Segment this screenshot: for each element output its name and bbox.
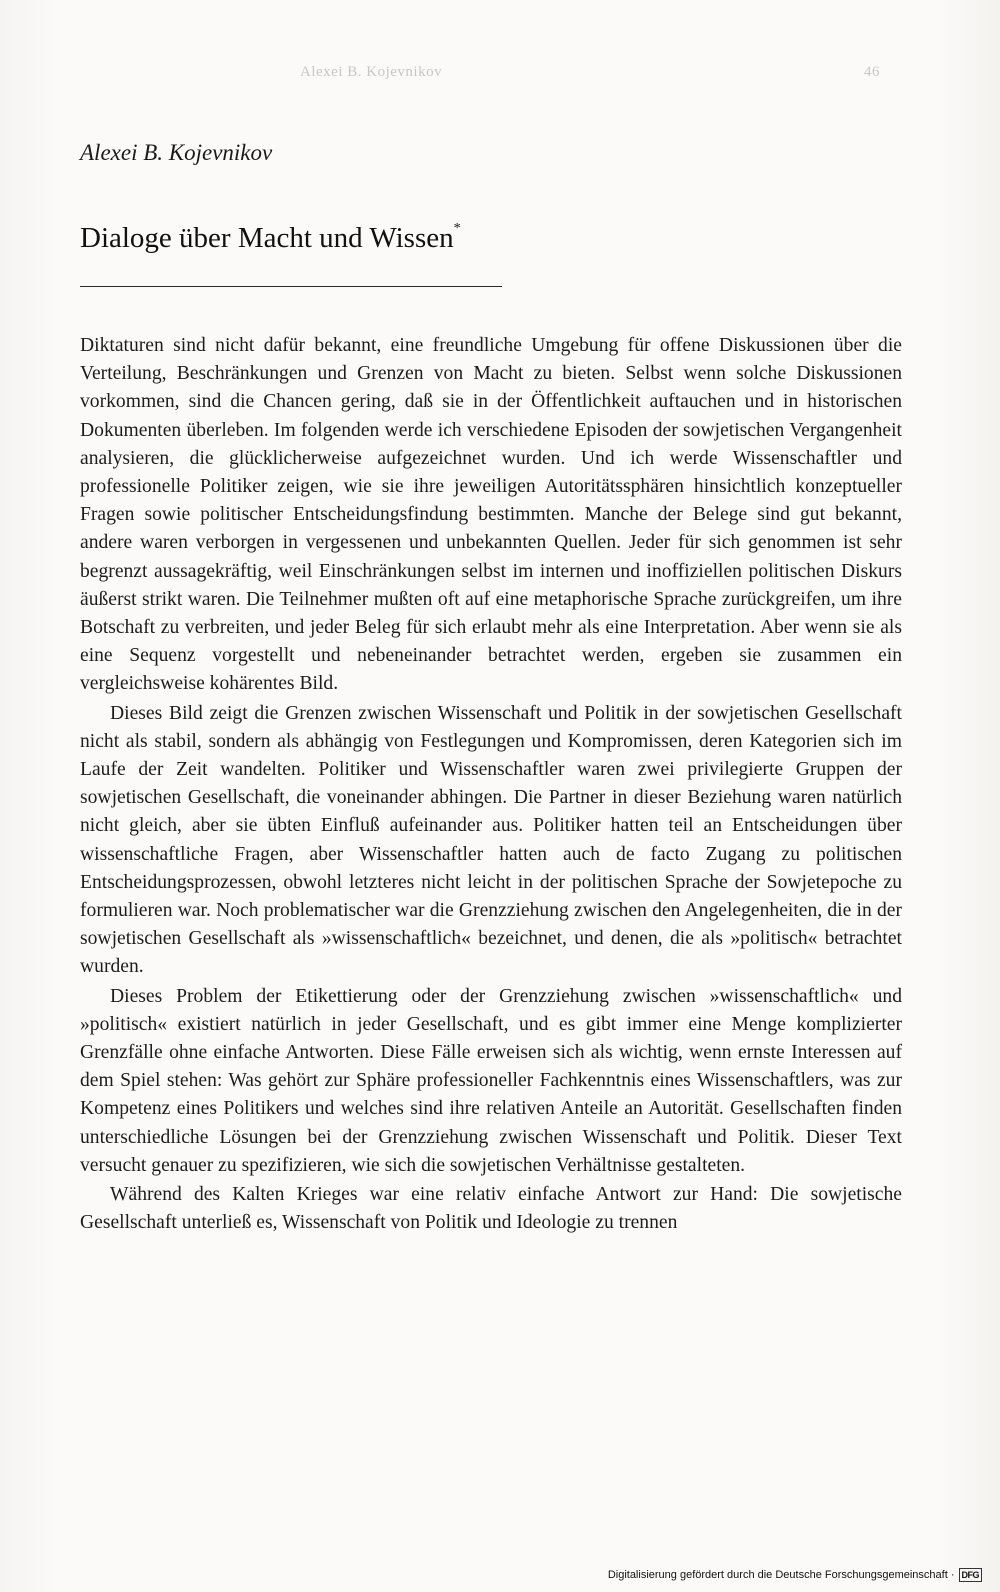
dfg-logo: DFG	[959, 1568, 983, 1582]
show-through-header	[300, 64, 880, 81]
ghost-page-number: 46	[864, 64, 880, 80]
paragraph-1: Diktaturen sind nicht dafür bekannt, eine freundliche Umgebung für offene Diskussionen über die Verteilung, Beschränkungen und Grenzen von Macht zu bieten. Selbst wenn solche Diskussionen vorkommen, sind die Chancen gering, daß sie in der Öffentlichkeit auftauchen und in historischen Dokumenten überleben. Im folgenden werde ich verschiedene Episoden der sowjetischen Vergangenheit analysieren, die glücklicherweise aufgezeichnet wurden. Und ich werde Wissenschaftler und professionelle Politiker zeigen, wie sie ihre jeweiligen Autoritätssphären hinsichtlich konzeptueller Fragen sowie politischer Entscheidungsfindung bestimmten. Manche der Belege sind gut bekannt, andere waren verborgen in vergessenen und unbekannten Quellen. Jeder für sich genommen ist sehr begrenzt aussagekräftig, weil Einschränkungen selbst im internen und inoffiziellen politischen Diskurs äußerst strikt waren. Die Teilnehmer mußten oft auf eine metaphorische Sprache zurückgreifen, um ihre Botschaft zu verbreiten, und jeder Beleg für sich erlaubt mehr als eine Interpretation. Aber wenn sie als eine Sequenz vorgestellt und nebeneinander betrachtet werden, ergeben sie zusammen ein vergleichsweise kohärentes Bild.	[80, 335, 902, 695]
paragraph-2: Dieses Bild zeigt die Grenzen zwischen Wissenschaft und Politik in der sowjetischen Gesellschaft nicht als stabil, sondern als abhängig von Festlegungen und Kompromissen, deren Kategorien sich im Laufe der Zeit wandelten. Politiker und Wissenschaftler waren zwei privilegierte Gruppen der sowjetischen Gesellschaft, die voneinander abhingen. Die Partner in dieser Beziehung waren natürlich nicht gleich, aber sie übten Einfluß aufeinander aus. Politiker hatten teil an Entscheidungen über wissenschaftliche Fragen, aber Wissenschaftler hatten auch de facto Zugang zu politischen Entscheidungsprozessen, obwohl letzteres nicht leicht in der politischen Sprache der Sowjetepoche zu formulieren war. Noch problematischer war die Grenzziehung zwischen den Angelegenheiten, die in der sowjetischen Gesellschaft als »wissenschaftlich« bezeichnet, und denen, die als »politisch« betrachtet wurden.	[80, 702, 902, 978]
article-body	[80, 332, 902, 1238]
title-underline	[80, 286, 502, 287]
paragraph-4: Während des Kalten Krieges war eine relativ einfache Antwort zur Hand: Die sowjetische Gesellschaft unterließ es, Wissenschaft von Politik und Ideologie zu trennen	[80, 1184, 902, 1234]
article-author: Alexei B. Kojevnikov	[80, 140, 273, 165]
article-title	[80, 222, 461, 255]
footnote-marker[interactable]: *	[453, 221, 461, 237]
paragraph-3: Dieses Problem der Etikettierung oder der Grenzziehung zwischen »wissenschaftlich« und »politisch« existiert natürlich in jeder Gesellschaft, und es gibt immer eine Menge komplizierter Grenzfälle ohne einfache Antworten. Diese Fälle erweisen sich als wichtig, wenn ernste Interessen auf dem Spiel stehen: Was gehört zur Sphäre professioneller Fachkenntnis eines Wissenschaftlers, was zur Kompetenz eines Politikers und welches sind ihre relativen Anteile an Autorität. Gesellschaften finden unterschiedliche Lösungen bei der Grenzziehung zwischen Wissenschaft und Politik. Dieser Text versucht genauer zu spezifizieren, wie sich die sowjetischen Verhältnisse gestalteten.	[80, 985, 902, 1176]
digitization-footer	[608, 1568, 982, 1582]
ghost-running-title: Alexei B. Kojevnikov	[300, 64, 443, 80]
article-title-text: Dialoge über Macht und Wissen	[80, 222, 454, 254]
footer-text: Digitalisierung gefördert durch die Deutsche Forschungsgemeinschaft ·	[607, 1569, 955, 1581]
